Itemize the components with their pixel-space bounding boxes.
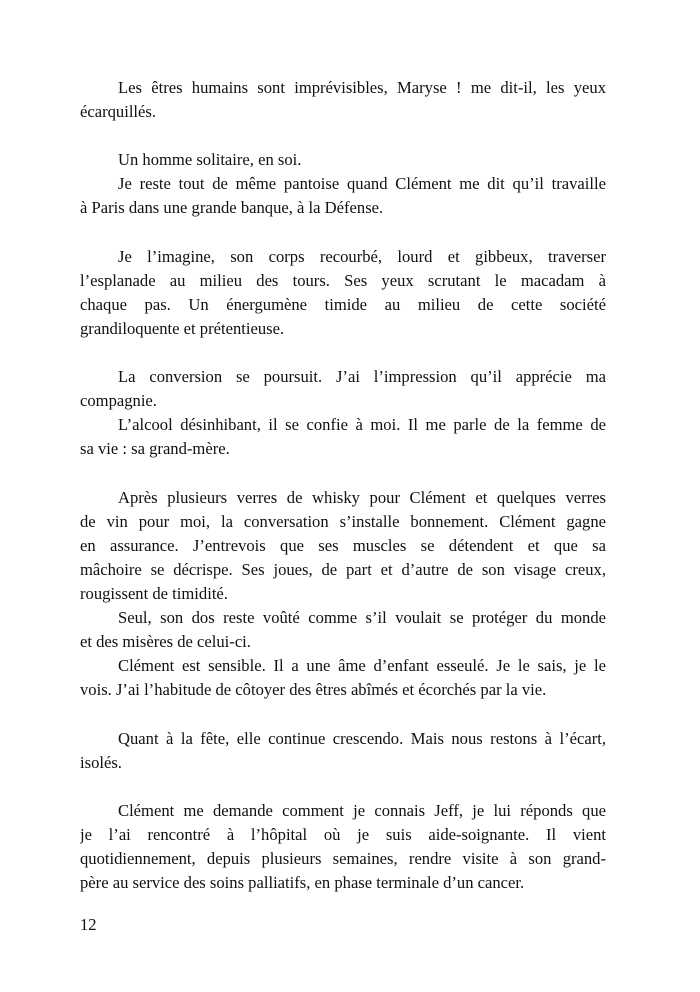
text-line: Clément est sensible. Il a une âme d’enfant esseulé. Je le sais, je le [118,656,606,676]
paragraph [80,654,606,702]
section-break [80,221,606,245]
paragraph [80,486,606,606]
text-line: Quant à la fête, elle continue crescendo. Mais nous restons à l’écart, [118,728,606,748]
paragraph [80,727,606,775]
text-line: grandiloquente et prétentieuse. [80,318,285,338]
text-line: Je l’imagine, son corps recourbé, lourd et gibbeux, traverser [118,246,606,266]
text-line: père au service des soins palliatifs, en phase terminale d’un cancer. [80,873,525,893]
text-line: compagnie. [80,391,157,411]
text-line: de vin pour moi, la conversation s’installe bonnement. Clément gagne [80,511,606,531]
text-line: je l’ai rencontré à l’hôpital où je suis aide-soignante. Il vient [80,824,606,844]
text-line: isolés. [80,752,122,772]
paragraph [80,245,606,341]
text-line: Les êtres humains sont imprévisibles, Maryse ! me dit-il, les yeux [118,78,606,97]
section-break [80,702,606,726]
text-line: rougissent de timidité. [80,583,228,603]
section-break [80,775,606,799]
text-line: en assurance. J’entrevois que ses muscles se détendent et que sa [80,535,606,555]
paragraph [80,172,606,220]
paragraph [80,413,606,461]
text-line: chaque pas. Un énergumène timide au milieu de cette société [80,294,606,314]
text-line: sa vie : sa grand-mère. [80,439,230,459]
paragraph [80,76,606,124]
paragraph [80,606,606,654]
text-line: à Paris dans une grande banque, à la Défense. [80,198,384,218]
text-line: Je reste tout de même pantoise quand Clément me dit qu’il travaille [118,174,606,194]
text-line: L’alcool désinhibant, il se confie à moi. Il me parle de la femme de [118,415,606,435]
text-line: Après plusieurs verres de whisky pour Clément et quelques verres [118,487,606,507]
text-line: quotidiennement, depuis plusieurs semaines, rendre visite à son grand- [80,849,606,868]
text-line: écarquillés. [80,102,157,122]
page-body-text [80,76,606,895]
text-line: vois. J’ai l’habitude de côtoyer des êtres abîmés et écorchés par la vie. [80,680,547,700]
paragraph [80,148,606,172]
section-break [80,341,606,365]
page-number: 12 [80,915,97,934]
paragraph [80,365,606,413]
section-break [80,124,606,148]
section-break [80,462,606,486]
text-line: La conversion se poursuit. J’ai l’impression qu’il apprécie ma [118,367,606,387]
text-line: Un homme solitaire, en soi. [118,150,302,170]
text-line: mâchoire se décrispe. Ses joues, de part et d’autre de son visage creux, [80,559,606,579]
text-line: Seul, son dos reste voûté comme s’il voulait se protéger du monde [118,608,606,628]
paragraph [80,799,606,895]
text-line: Clément me demande comment je connais Jeff, je lui réponds que [118,800,606,820]
text-line: l’esplanade au milieu des tours. Ses yeux scrutant le macadam à [80,270,606,290]
text-line: et des misères de celui-ci. [80,632,251,652]
